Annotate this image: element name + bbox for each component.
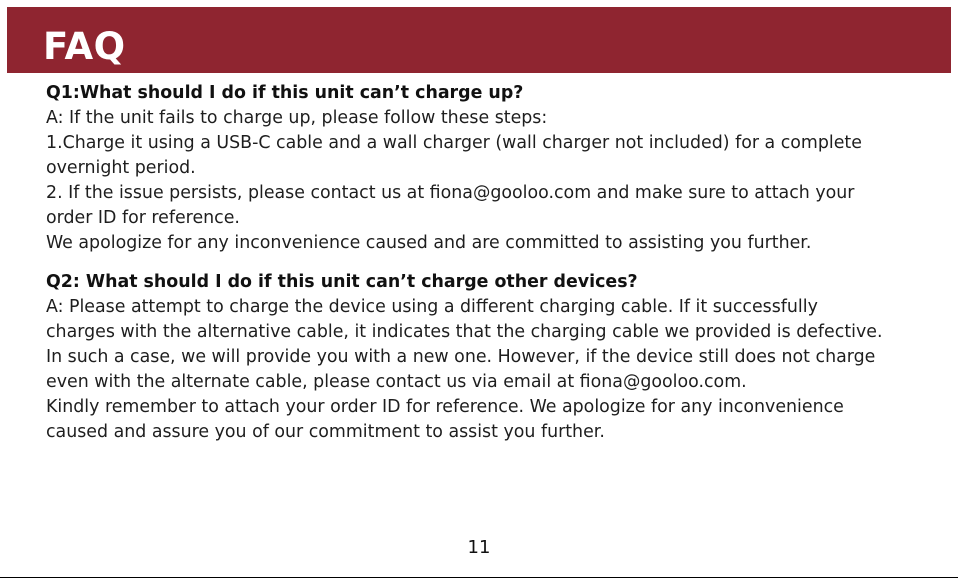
faq-item-q2 [46, 270, 946, 445]
answer-line: even with the alternate cable, please contact us via email at fiona@gooloo.com. [46, 372, 747, 392]
answer-line: A: Please attempt to charge the device using a different charging cable. If it successfully [46, 297, 818, 317]
faq-content [46, 81, 946, 445]
answer-line: We apologize for any inconvenience caused and are committed to assisting you further. [46, 233, 812, 253]
answer-line: Kindly remember to attach your order ID for reference. We apologize for any inconvenience [46, 397, 844, 417]
faq-header-band [7, 7, 951, 73]
question-heading: Q1:What should I do if this unit can’t charge up? [46, 83, 524, 103]
answer-line: overnight period. [46, 158, 196, 178]
page-title: FAQ [43, 25, 126, 68]
answer-line: charges with the alternative cable, it indicates that the charging cable we provided is defective. [46, 322, 883, 342]
answer-line: In such a case, we will provide you with a new one. However, if the device still does not charge [46, 347, 876, 367]
question-heading: Q2: What should I do if this unit can’t charge other devices? [46, 272, 638, 292]
answer-line: 1.Charge it using a USB-C cable and a wall charger (wall charger not included) for a complete [46, 133, 862, 153]
answer-line: 2. If the issue persists, please contact us at fiona@gooloo.com and make sure to attach your [46, 183, 855, 203]
bottom-divider [0, 577, 958, 578]
answer-line: order ID for reference. [46, 208, 240, 228]
page-number: 11 [467, 537, 491, 558]
faq-item-q1 [46, 81, 946, 256]
answer-line: caused and assure you of our commitment to assist you further. [46, 422, 605, 442]
answer-line: A: If the unit fails to charge up, please follow these steps: [46, 108, 548, 128]
